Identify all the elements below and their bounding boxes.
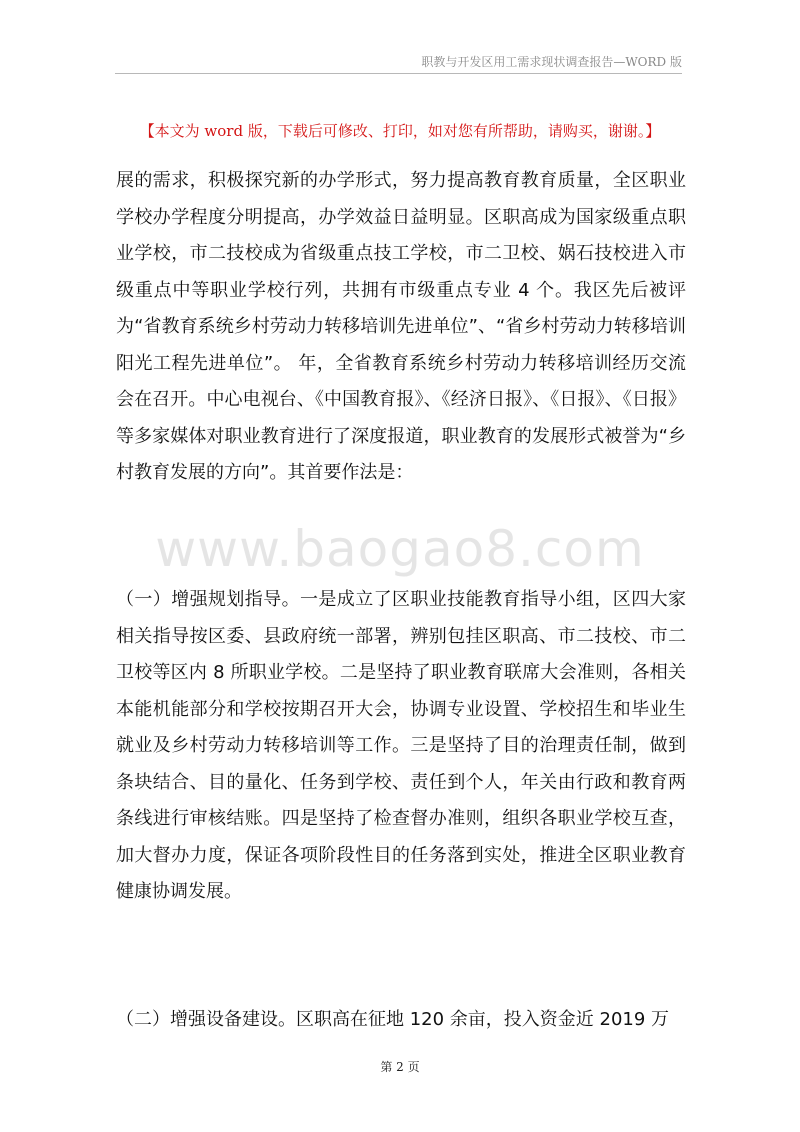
body-paragraph-1: 展的需求，积极探究新的办学形式，努力提高教育教育质量，全区职业学校办学程度分明提高，办学效益日益明显。区职高成为国家级重点职业学校，市二技校成为省级重点技工学校，市二卫校、娲石技校进入市级重点中等职业学校行列，共拥有市级重点专业 4 个。我区先后被评为“省教育系统乡村劳动力转移培训先进单位”、“省乡村劳动力转移培训阳光工程先进单位”。 年，全省教育系统乡村劳动力转移培训经历交流会在召开。中心电视台、《中国教育报》、《经济日报》、《日报》、《日报》等多家媒体对职业教育进行了深度报道，职业教育的发展形式被誉为“乡村教育发展的方向”。其首要作法是： xyxy=(116,170,686,483)
body-paragraph-2: （一）增强规划指导。一是成立了区职业技能教育指导小组，区四大家相关指导按区委、县政府统一部署，辨别包挂区职高、市二技校、市二卫校等区内 8 所职业学校。二是坚持了职业教育联席大会准则，各相关本能机能部分和学校按期召开大会，协调专业设置、学校招生和毕业生就业及乡村劳动力转移培训等工作。三是坚持了目的治理责任制，做到条块结合、目的量化、任务到学校、责任到个人，年关由行政和教育两条线进行审核结账。四是坚持了检查督办准则，组织各职业学校互查，加大督办力度，保证各项阶段性目的任务落到实处，推进全区职业教育健康协调发展。 xyxy=(116,589,686,902)
page-header xyxy=(115,53,682,74)
download-notice: 【本文为 word 版，下载后可修改、打印，如对您有所帮助，请购买，谢谢。】 xyxy=(139,122,661,140)
watermark: www.baogao8.com xyxy=(155,520,645,578)
page-number: 第 2 页 xyxy=(380,1060,420,1074)
body-paragraph-3: （二）增强设备建设。区职高在征地 120 余亩，投入资金近 2019 万 xyxy=(116,1009,670,1030)
document-title: 职教与开发区用工需求现状调查报告—WORD 版 xyxy=(421,55,682,69)
